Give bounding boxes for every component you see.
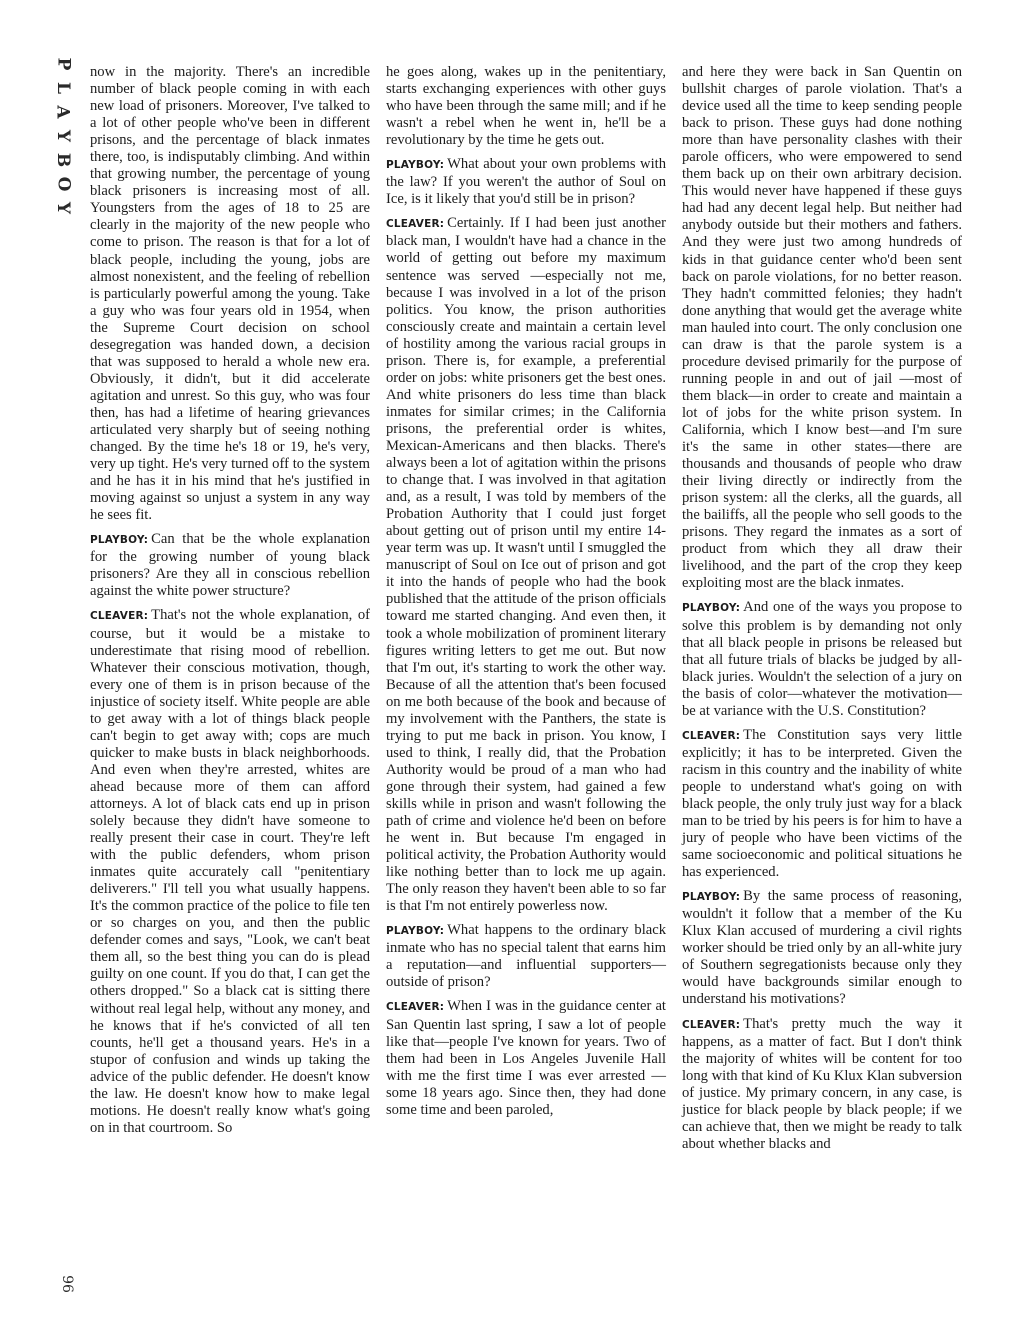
paragraph bbox=[386, 215, 666, 915]
paragraph bbox=[386, 922, 666, 991]
paragraph bbox=[90, 607, 370, 1136]
paragraph-text: That's not the whole explanation, of course, but it would be a mistake to underestimate that rising mood of rebellion. Whatever their conscious motivation, though, every one of them is in prison because of the injustice of society itself. White people are able to get away with a lot of things black people can't begin to get away with; cops are much quicker to make busts in black neighborhoods. And even when they're arrested, whites are ahead because more of them can afford attorneys. A lot of black cats end up in prison solely because they didn't have someone to really present their case in court. They're left with the public defenders, whom prison inmates quite accurately call "penitentiary deliverers." I'll tell you what usually happens. It's the common practice of the police to file ten or so charges on you, and then the public defender comes and says, "Look, we can't beat them all, so the best thing you can do is plead guilty on one count. If you do that, I can get the others dropped." So a black cat is sitting there without real legal help, without any money, and he knows that if he's convicted of all ten counts, he'll get a thousand years. He's in a stupor of confusion and winds up taking the advice of the public defender. He doesn't know the law. He doesn't know how to make legal motions. He doesn't really know what's going on in that courtroom. So bbox=[90, 607, 370, 1136]
paragraph-text: When I was in the guidance center at San Quentin last spring, I saw a lot of people like that—people I've known for years. Two of them had been in Los Angeles Juvenile Hall with me the first time I was ever arrested —some 18 years ago. Since then, they had done some time and been paroled, bbox=[386, 998, 666, 1118]
masthead-letter: P bbox=[52, 57, 73, 71]
masthead-letter: Y bbox=[52, 201, 73, 215]
text-column-3 bbox=[682, 64, 962, 1160]
paragraph-text: and here they were back in San Quentin on bullshit charges of parole violation. That's a device used all the time to keep sending people back to prison. These guys had done nothing more than have personality clashes with their parole officers, who were empowered to send them back up on their own arbitrary decision. This would never have happened if these guys had had any decent legal help. But neither had anybody outside but their mothers and fathers. And they were just two among hundreds of kids in that guidance center who'd been sent back on parole violations, for no better reason. They hadn't committed felonies; they hadn't done anything that would get the average white man hauled into court. The only conclusion one can draw is that the parole system is a procedure devised primarily for the purpose of running people in and out of jail —most of them black—in order to create and maintain a lot of jobs for the white prison system. In California, which I know best—and I'm sure it's the same in other states—there are thousands and thousands of people who draw their living directly or indirectly from the prison system: all the clerks, all the guards, all the bailiffs, all the people who sell goods to the prisons. They regard the inmates as a sort of product from which they all draw their livelihood, and the part of the crop they keep exploiting most are the black inmates. bbox=[682, 64, 962, 592]
paragraph-text: What about your own problems with the law? If you weren't the author of Soul on Ice, is it likely that you'd still be in prison? bbox=[386, 156, 666, 208]
speaker-label: CLEAVER: bbox=[386, 1001, 445, 1014]
paragraph bbox=[90, 64, 370, 524]
paragraph bbox=[682, 64, 962, 592]
paragraph bbox=[386, 64, 666, 149]
text-column-1 bbox=[90, 64, 370, 1144]
masthead-letter: L bbox=[52, 82, 73, 94]
paragraph-text: now in the majority. There's an incredible number of black people coming in with each new load of prisoners. Moreover, I've talked to a lot of other people who've been in different prisons, and the percentage of black inmates there, too, is indisputably climbing. And within that growing number, the percentage of young black prisoners is increasing most of all. Youngsters from the ages of 18 to 25 are clearly in the majority of the new people who come to prison. The reason is that for a lot of black people, including the young, jobs are almost nonexistent, and the feeling of rebellion is particularly powerful among the young. Take a guy who was four years old in 1954, when the Supreme Court decision on school desegregation was handed down, a decision that was supposed to herald a whole new era. Obviously, it didn't, but it did accelerate agitation and unrest. So this guy, who was four then, has had a lifetime of hearing grievances articulated very sharply but of seeing nothing changed. By the time he's 18 or 19, he's very, very up tight. He's very turned off to the system and he has it in his mind that he's justified in moving against so unjust a system in any way he sees fit. bbox=[90, 64, 370, 524]
speaker-label: PLAYBOY: bbox=[386, 159, 445, 172]
masthead-letter: Y bbox=[52, 129, 73, 143]
paragraph bbox=[386, 156, 666, 208]
masthead-letter: A bbox=[52, 105, 73, 119]
text-column-2 bbox=[386, 64, 666, 1126]
paragraph bbox=[90, 531, 370, 600]
speaker-label: CLEAVER: bbox=[682, 729, 741, 742]
magazine-masthead bbox=[50, 52, 76, 220]
paragraph-text: he goes along, wakes up in the penitentiary, starts exchanging experiences with other guys who have been through the same mill; and if he wasn't a rebel when he went in, he'll be a revolutionary by the time he gets out. bbox=[386, 64, 666, 149]
page-number: 96 bbox=[58, 1275, 75, 1293]
speaker-label: CLEAVER: bbox=[386, 218, 445, 231]
paragraph-text: What happens to the ordinary black inmate who has no special talent that earns him a reputation—and influential supporters—outside of prison? bbox=[386, 922, 666, 991]
paragraph bbox=[682, 888, 962, 1008]
paragraph bbox=[682, 1016, 962, 1153]
paragraph-text: By the same process of reasoning, wouldn't it follow that a member of the Ku Klux Klan accused of murdering a civil rights worker should be tried only by an all-white jury of Southern segregationists because only they would have backgrounds similar enough to understand his motivations? bbox=[682, 888, 962, 1008]
speaker-label: CLEAVER: bbox=[682, 1018, 741, 1031]
speaker-label: PLAYBOY: bbox=[90, 534, 149, 547]
masthead-letter: O bbox=[53, 176, 73, 192]
paragraph-text: Certainly. If I had been just another black man, I wouldn't have had a chance in the world of getting out before my maximum sentence was served —especially not me, because I was involved in a lot of the prison politics. You know, the prison authorities consciously create and maintain a certain level of hostility among the various racial groups in prison. There is, for example, a preferential order on jobs: white prisoners get the best ones. And white prisoners do less time than black inmates for similar crimes; in the California prisons, the preferential order is whites, Mexican-Americans and then blacks. There's always been a lot of agitation within the prisons to change that. I was involved in that agitation and, as a result, I was told by members of the Probation Authority that I could just forget about getting out of prison until my entire 14-year term was up. It wasn't until I smuggled the manuscript of Soul on Ice out of prison and got it into the hands of people who had the book published that the attitude of the prison officials toward me started changing. And even then, it took a whole mobilization of prominent literary figures writing letters to get me out. But now that I'm out, it's starting to work the other way. Because of all the attention that's been focused on me both because of the book and because of my involvement with the Panthers, the state is trying to put me back in prison. You know, I used to think, I really did, that the Probation Authority would be proud of a man who had gone through their system, had gained a few skills while in prison and wasn't following the path of crime and violence he'd been on before he went in. But because I'm engaged in political activity, the Probation Authority would like nothing better than to lock me up again. The only reason they haven't been able to so far is that I'm not entirely powerless now. bbox=[386, 215, 666, 915]
paragraph-text: The Constitution says very little explicitly; it has to be interpreted. Given the racism in this country and the inability of white people to understand what's going on with black people, the only truly just way for a black man to be tried by his peers is for him to have a jury of people who have been victims of the same socioeconomic and political situations he has experienced. bbox=[682, 726, 962, 881]
speaker-label: PLAYBOY: bbox=[682, 602, 741, 615]
paragraph bbox=[682, 599, 962, 719]
paragraph-text: Can that be the whole explanation for the growing number of young black prisoners? Are they all in conscious rebellion against the white power structure? bbox=[90, 531, 370, 600]
paragraph-text: And one of the ways you propose to solve this problem is by demanding not only that all black people in prisons be released but that all future trials of blacks be judged by all-black juries. Wouldn't the selection of a jury on the basis of color—whatever the motivation—be at variance with the U.S. Constitution? bbox=[682, 599, 962, 719]
paragraph-text: That's pretty much the way it happens, as a matter of fact. But I don't think the majority of whites will be content for too long with that kind of Ku Klux Klan subversion of justice. My primary concern, in any case, is justice for black people by black people; if we can achieve that, then we might be ready to talk about whether blacks and bbox=[682, 1015, 962, 1152]
speaker-label: CLEAVER: bbox=[90, 610, 149, 623]
masthead-letter: B bbox=[53, 152, 73, 168]
speaker-label: PLAYBOY: bbox=[386, 925, 445, 938]
speaker-label: PLAYBOY: bbox=[682, 891, 741, 904]
paragraph bbox=[386, 998, 666, 1118]
paragraph bbox=[682, 727, 962, 881]
